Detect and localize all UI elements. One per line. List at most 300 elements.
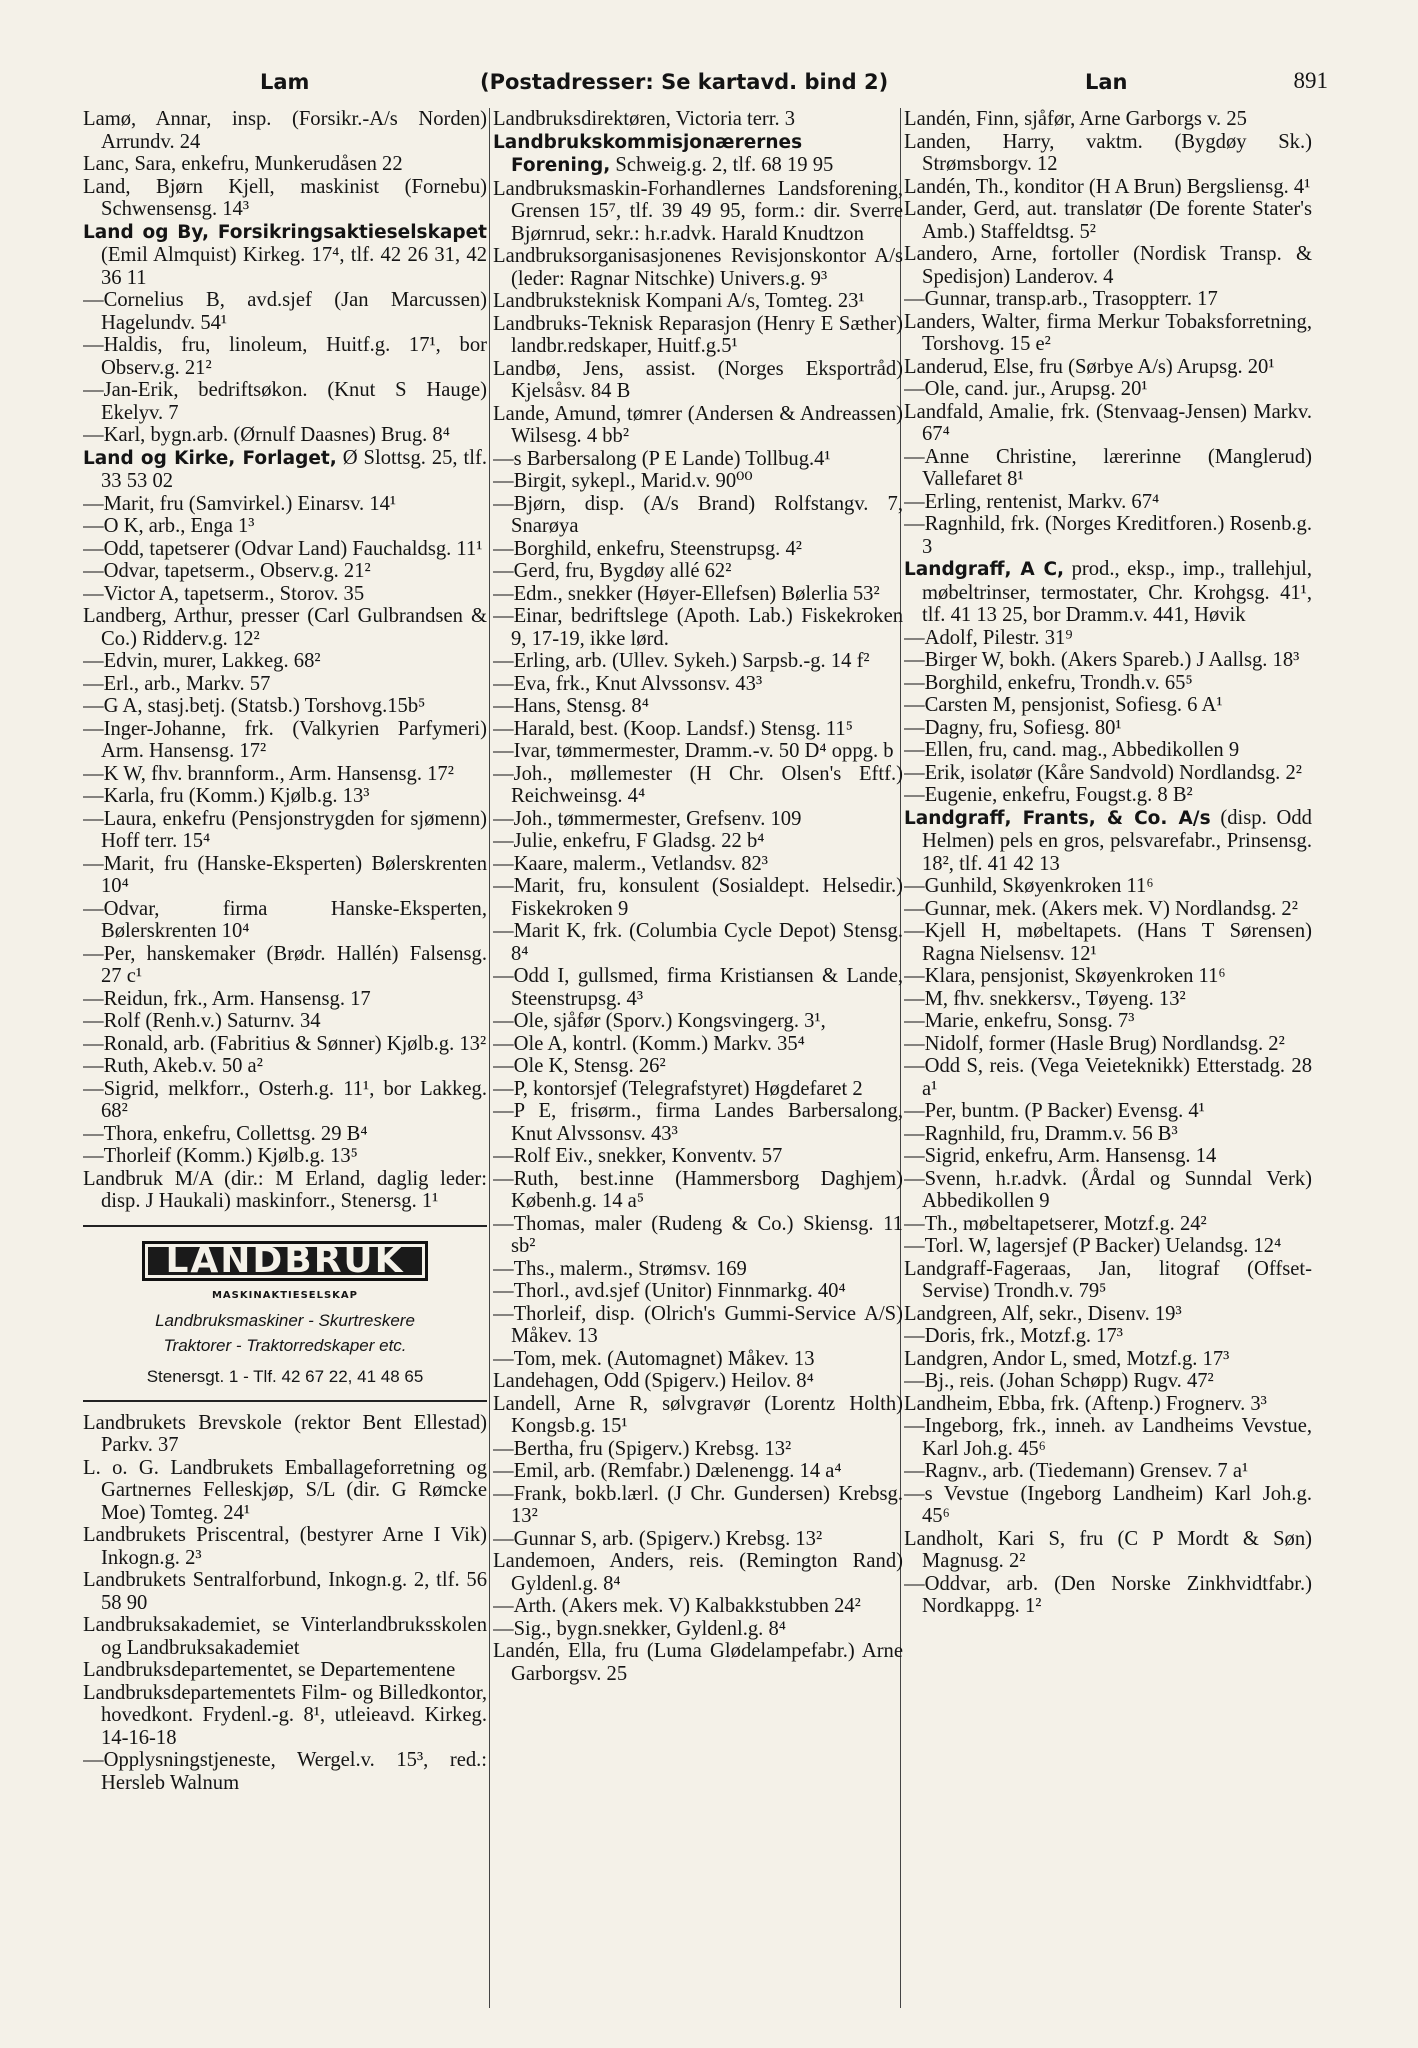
entry-text: —s Vevstue (Ingeborg Landheim) Karl Joh.g. 45⁶: [904, 1482, 1312, 1527]
entry-bold-name: Land og Kirke, Forlaget,: [83, 447, 337, 469]
directory-entry: [83, 605, 487, 650]
entry-text: —Arth. (Akers mek. V) Kalbakkstubben 24²: [493, 1595, 861, 1617]
directory-entry: [904, 920, 1312, 965]
entry-text: —Thomas, maler (Rudeng & Co.) Skiensg. 11 sb²: [493, 1212, 903, 1257]
directory-entry: [904, 243, 1312, 288]
entry-text: —Marit K, frk. (Columbia Cycle Depot) Stensg. 8⁴: [493, 920, 903, 965]
directory-entry: [904, 1415, 1312, 1460]
directory-entry: [493, 1078, 903, 1101]
entry-text: —Tom, mek. (Automagnet) Måkev. 13: [493, 1347, 815, 1370]
entry-text: Landbrukets Sentralforbund, Inkogn.g. 2, tlf. 56 58 90: [83, 1569, 487, 1614]
directory-entry: [83, 1055, 487, 1078]
directory-entry: [493, 1100, 903, 1145]
directory-entry: [83, 1123, 487, 1146]
directory-entry: [83, 1168, 487, 1213]
entry-text: —Eva, frk., Knut Alvssonsv. 43³: [493, 672, 763, 695]
entry-text: —Erling, arb. (Ullev. Sykeh.) Sarpsb.-g. 14 f²: [493, 650, 870, 672]
directory-entry: [83, 1010, 487, 1033]
entry-text: —Odvar, firma Hanske-Eksperten, Bølerskrenten 10⁴: [83, 897, 487, 942]
entry-text: —Anne Christine, lærerinne (Manglerud) Vallefaret 8¹: [904, 445, 1312, 490]
directory-entry: [904, 1348, 1312, 1371]
directory-entry: [83, 1659, 487, 1682]
page-header: [80, 66, 1328, 100]
entry-text: —M, fhv. snekkersv., Tøyeng. 13²: [904, 987, 1186, 1010]
entry-text: Landfald, Amalie, frk. (Stenvaag-Jensen) Markv. 67⁴: [904, 400, 1312, 445]
entry-text: —Gunnar, mek. (Akers mek. V) Nordlandsg. 2²: [904, 897, 1298, 920]
directory-entry: [83, 493, 487, 516]
directory-entry: [904, 491, 1312, 514]
directory-entry: [904, 1528, 1312, 1573]
entry-text: Landbruksdirektøren, Victoria terr. 3: [493, 108, 796, 130]
entry-text: —Kjell H, møbeltapets. (Hans T Sørensen) Ragna Nielsensv. 12¹: [904, 920, 1312, 965]
directory-entry: [493, 1595, 903, 1618]
directory-entry: [83, 1569, 487, 1614]
directory-entry: [83, 1682, 487, 1750]
entry-text: —Harald, best. (Koop. Landsf.) Stensg. 11⁵: [493, 717, 853, 740]
directory-entry: [83, 334, 487, 379]
entry-text: —Karla, fru (Komm.) Kjølb.g. 13³: [83, 785, 370, 807]
entry-text: prod., eksp., imp., trallehjul, møbeltrinser, termostater, Chr. Krohgsg. 41¹, tlf. 41 13 25, bor Dramm.v. 441, Høvik: [922, 558, 1312, 626]
directory-entry: [83, 153, 487, 176]
directory-entry: [493, 808, 903, 831]
entry-text: —Reidun, frk., Arm. Hansensg. 17: [83, 987, 371, 1010]
directory-entry: [83, 853, 487, 898]
entry-text: Landen, Harry, vaktm. (Bygdøy Sk.) Strømsborgv. 12: [904, 130, 1312, 175]
directory-entry: [493, 1303, 903, 1348]
directory-entry: [493, 718, 903, 741]
entry-text: Landbruk M/A (dir.: M Erland, daglig leder: disp. J Haukali) maskinforr., Stenersg. 1¹: [83, 1167, 487, 1212]
entry-text: L. o. G. Landbrukets Emballageforretning og Gartnernes Felleskjøp, S/L (dir. G Rømcke Moe) Tomteg. 24¹: [83, 1456, 487, 1524]
directory-entry: [904, 131, 1312, 176]
entry-text: Landers, Walter, firma Merkur Tobaksforretning, Torshovg. 15 e²: [904, 310, 1312, 355]
directory-entry: [493, 1550, 903, 1595]
entry-text: —Edm., snekker (Høyer-Ellefsen) Bølerlia 53²: [493, 582, 880, 605]
directory-entry: [83, 1033, 487, 1056]
entry-text: —Odd I, gullsmed, firma Kristiansen & Lande, Steenstrupsg. 4³: [493, 965, 903, 1010]
directory-entry: [83, 447, 487, 493]
entry-text: —Ingeborg, frk., inneh. av Landheims Vevstue, Karl Joh.g. 45⁶: [904, 1415, 1312, 1460]
entry-text: —Carsten M, pensjonist, Sofiesg. 6 A¹: [904, 694, 1223, 716]
entry-text: —Laura, enkefru (Pensjonstrygden for sjømenn) Hoff terr. 15⁴: [83, 807, 487, 852]
directory-entry: [493, 875, 903, 920]
directory-entry: [83, 1524, 487, 1569]
entry-text: —Rolf Eiv., snekker, Konventv. 57: [493, 1145, 783, 1167]
directory-entry: [904, 627, 1312, 650]
directory-entry: [493, 358, 903, 403]
directory-entry: [904, 1235, 1312, 1258]
entry-text: —Torl. W, lagersjef (P Backer) Uelandsg. 12⁴: [904, 1235, 1282, 1257]
entry-text: —Victor A, tapetserm., Storov. 35: [83, 582, 365, 605]
entry-text: —Marit, fru (Samvirkel.) Einarsv. 14¹: [83, 492, 397, 515]
directory-entry: [493, 1168, 903, 1213]
directory-entry: [493, 178, 903, 246]
entry-text: —Edvin, murer, Lakkeg. 68²: [83, 650, 321, 672]
entry-bold-name: Landgraff, A C,: [904, 559, 1065, 580]
entry-text: —Ragnv., arb. (Tiedemann) Grensev. 7 a¹: [904, 1460, 1249, 1482]
directory-entry: [904, 288, 1312, 311]
entry-text: (Emil Almquist) Kirkeg. 17⁴, tlf. 42 26 31, 42 36 11: [101, 244, 487, 289]
directory-entry: [904, 1010, 1312, 1033]
directory-entry: [83, 1457, 487, 1525]
entry-text: —Haldis, fru, linoleum, Huitf.g. 17¹, bor Observ.g. 21²: [83, 334, 487, 379]
directory-entry: [83, 695, 487, 718]
entry-text: Landbruksakademiet, se Vinterlandbruksskolen og Landbruksakademiet: [83, 1614, 487, 1659]
entry-text: —Opplysningstjeneste, Wergel.v. 15³, red.: Hersleb Walnum: [83, 1749, 487, 1794]
entry-text: Landholt, Kari S, fru (C P Mordt & Søn) Magnusg. 2²: [904, 1527, 1312, 1572]
header-left-keyword: Lam: [260, 70, 310, 94]
entry-text: —Inger-Johanne, frk. (Valkyrien Parfymeri) Arm. Hansensg. 17²: [83, 717, 487, 762]
directory-entry: [904, 1460, 1312, 1483]
directory-entry: [904, 1393, 1312, 1416]
directory-entry: [904, 1370, 1312, 1393]
directory-entry: [493, 1370, 903, 1393]
entry-text: —Ths., malerm., Strømsv. 169: [493, 1257, 747, 1280]
directory-entry: [904, 446, 1312, 491]
entry-text: Landbrukets Brevskole (rektor Bent Ellestad) Parkv. 37: [83, 1411, 487, 1456]
directory-entry: [904, 739, 1312, 762]
landbruk-advertisement: [83, 1225, 487, 1402]
column-3-entries: [904, 108, 1312, 1618]
directory-entry: [904, 784, 1312, 807]
directory-entry: [904, 1168, 1312, 1213]
directory-entry: [904, 898, 1312, 921]
entry-text: —Einar, bedriftslege (Apoth. Lab.) Fiskekroken 9, 17-19, ikke lørd.: [493, 605, 903, 650]
directory-entry: [493, 583, 903, 606]
ad-line-2: Traktorer - Traktorredskaper etc.: [163, 1335, 407, 1355]
entry-text: —Marie, enkefru, Sonsg. 7³: [904, 1010, 1135, 1032]
entry-text: Landgraff-Fageraas, Jan, litograf (Offset-Servise) Trondh.v. 79⁵: [904, 1257, 1312, 1302]
entry-text: —Gunnar S, arb. (Spigerv.) Krebsg. 13²: [493, 1527, 823, 1550]
ad-contact: Stenersgt. 1 - Tlf. 42 67 22, 41 48 65: [146, 1366, 424, 1386]
entry-text: Landbruks-Teknisk Reparasjon (Henry E Sæther) landbr.redskaper, Huitf.g.5¹: [493, 312, 903, 357]
directory-entry: [493, 313, 903, 358]
entry-text: Lanc, Sara, enkefru, Munkerudåsen 22: [83, 153, 403, 175]
ad-bottom-rule: [83, 1400, 487, 1402]
directory-entry: [904, 875, 1312, 898]
entry-text: —Th., møbeltapetserer, Motzf.g. 24²: [904, 1212, 1207, 1235]
directory-entry: [904, 988, 1312, 1011]
directory-entry: [904, 1325, 1312, 1348]
entry-text: Landberg, Arthur, presser (Carl Gulbrandsen & Co.) Ridderv.g. 12²: [83, 605, 487, 650]
entry-text: Landerud, Else, fru (Sørbye A/s) Arupsg. 20¹: [904, 355, 1275, 378]
entry-text: —Erik, isolatør (Kåre Sandvold) Nordlandsg. 2²: [904, 761, 1302, 784]
directory-entry: [904, 672, 1312, 695]
entry-text: Landgreen, Alf, sekr., Disenv. 19³: [904, 1302, 1182, 1325]
entry-text: —Sig., bygn.snekker, Gyldenl.g. 8⁴: [493, 1617, 786, 1640]
entry-text: Landheim, Ebba, frk. (Aftenp.) Frognerv. 3³: [904, 1392, 1267, 1415]
directory-entry: [493, 538, 903, 561]
entry-text: Landbruksorganisasjonenes Revisjonskontor A/s (leder: Ragnar Nitschke) Univers.g. 9³: [493, 245, 903, 290]
directory-entry: [493, 131, 903, 178]
directory-entry: [493, 1145, 903, 1168]
directory-entry: [83, 718, 487, 763]
directory-entry: [493, 1483, 903, 1528]
entry-text: Landén, Th., konditor (H A Brun) Bergsliensg. 4¹: [904, 175, 1311, 198]
entry-text: Landbø, Jens, assist. (Norges Eksportråd) Kjelsåsv. 84 B: [493, 357, 903, 402]
entry-text: —Dagny, fru, Sofiesg. 80¹: [904, 716, 1122, 739]
entry-text: —G A, stasj.betj. (Statsb.) Torshovg.15b⁵: [83, 695, 426, 717]
directory-entry: [493, 1393, 903, 1438]
directory-entry: [904, 378, 1312, 401]
directory-entry: [83, 289, 487, 334]
landbruk-logo: LANDBRUK: [142, 1241, 427, 1282]
entry-text: —Odvar, tapetserm., Observ.g. 21²: [83, 560, 371, 582]
directory-entry: [83, 650, 487, 673]
directory-entry: [83, 673, 487, 696]
directory-entry: [493, 493, 903, 538]
entry-text: —Jan-Erik, bedriftsøkon. (Knut S Hauge) Ekelyv. 7: [83, 379, 487, 424]
header-right-keyword: Lan: [1085, 70, 1128, 94]
directory-entry: [904, 694, 1312, 717]
entry-text: —Borghild, enkefru, Trondh.v. 65⁵: [904, 671, 1193, 694]
directory-entry: [904, 1123, 1312, 1146]
directory-entry: [493, 1528, 903, 1551]
directory-entry: [904, 1483, 1312, 1528]
directory-entry: [83, 108, 487, 153]
directory-entry: [493, 1438, 903, 1461]
directory-entry: [904, 1100, 1312, 1123]
entry-text: Land, Bjørn Kjell, maskinist (Fornebu) Schwensensg. 14³: [83, 175, 487, 220]
entry-text: (disp. Odd Helmen) pels en gros, pelsvarefabr., Prinsensg. 18², tlf. 41 42 13: [922, 806, 1312, 875]
directory-entry: [904, 1573, 1312, 1618]
page-number: 891: [1293, 68, 1328, 93]
directory-entry: [904, 807, 1312, 876]
entry-text: —Ragnhild, frk. (Norges Kreditforen.) Rosenb.g. 3: [904, 513, 1312, 558]
directory-entry: [83, 1412, 487, 1457]
directory-entry: [904, 762, 1312, 785]
entry-text: Landén, Finn, sjåfør, Arne Garborgs v. 25: [904, 108, 1247, 130]
entry-text: —Hans, Stensg. 8⁴: [493, 695, 649, 717]
directory-entry: [83, 583, 487, 606]
directory-entry: [904, 1258, 1312, 1303]
entry-text: —Bj., reis. (Johan Schøpp) Rugv. 47²: [904, 1370, 1214, 1392]
entry-text: —Nidolf, former (Hasle Brug) Nordlandsg. 2²: [904, 1032, 1285, 1055]
entry-text: —Thora, enkefru, Collettsg. 29 B⁴: [83, 1122, 368, 1145]
directory-entry: [83, 1749, 487, 1794]
entry-bold-name: Landgraff, Frants, & Co. A/s: [904, 807, 1211, 829]
entry-text: —Julie, enkefru, F Gladsg. 22 b⁴: [493, 830, 765, 852]
directory-entry: [83, 763, 487, 786]
entry-text: Lande, Amund, tømrer (Andersen & Andreassen) Wilsesg. 4 bb²: [493, 402, 903, 447]
directory-entry: [493, 673, 903, 696]
directory-entry: [904, 1055, 1312, 1100]
directory-entry: [904, 558, 1312, 627]
directory-entry: [493, 245, 903, 290]
directory-entry: [493, 965, 903, 1010]
directory-entry: [493, 108, 903, 131]
directory-entry: [83, 808, 487, 853]
entry-text: Landero, Arne, fortoller (Nordisk Transp. & Spedisjon) Landerov. 4: [904, 243, 1312, 288]
entry-text: —Ragnhild, fru, Dramm.v. 56 B³: [904, 1122, 1178, 1145]
entry-text: —Joh., møllemester (H Chr. Olsen's Eftf.) Reichweinsg. 4⁴: [493, 762, 903, 807]
entry-text: Landbruksdepartementet, se Departementene: [83, 1659, 456, 1681]
entry-bold-name: Landbrukskommisjonærernes Forening,: [493, 131, 803, 176]
directory-entry: [493, 763, 903, 808]
directory-entry: [493, 1258, 903, 1281]
directory-entry: [83, 898, 487, 943]
entry-text: —Odd S, reis. (Vega Veieteknikk) Etterstadg. 28 a¹: [904, 1055, 1312, 1100]
entry-text: —Rolf (Renh.v.) Saturnv. 34: [83, 1010, 321, 1032]
entry-text: Landgren, Andor L, smed, Motzf.g. 17³: [904, 1347, 1230, 1370]
directory-entry: [493, 853, 903, 876]
entry-text: —Ronald, arb. (Fabritius & Sønner) Kjølb.g. 13²: [83, 1032, 487, 1055]
directory-entry: [493, 1618, 903, 1641]
entry-text: Landbruksdepartementets Film- og Billedkontor, hovedkont. Frydenl.-g. 8¹, utleieavd. Kirkeg. 14-16-18: [83, 1681, 487, 1749]
entry-text: —Ruth, best.inne (Hammersborg Daghjem) Københ.g. 14 a⁵: [493, 1167, 903, 1212]
entry-text: Lamø, Annar, insp. (Forsikr.-A/s Norden) Arrundv. 24: [83, 108, 487, 153]
entry-text: —Doris, frk., Motzf.g. 17³: [904, 1325, 1123, 1347]
directory-entry: [904, 1033, 1312, 1056]
directory-entry: [493, 1033, 903, 1056]
entry-text: —Ellen, fru, cand. mag., Abbedikollen 9: [904, 739, 1240, 761]
entry-text: —Odd, tapetserer (Odvar Land) Fauchaldsg. 11¹: [83, 537, 483, 560]
directory-entry: [83, 943, 487, 988]
column-2: [493, 108, 903, 2026]
directory-entry: [904, 513, 1312, 558]
entry-text: —Kaare, malerm., Vetlandsv. 82³: [493, 852, 768, 875]
directory-entry: [83, 560, 487, 583]
entry-text: Landemoen, Anders, reis. (Remington Rand) Gyldenl.g. 8⁴: [493, 1550, 903, 1595]
directory-entry: [83, 424, 487, 447]
ad-subtitle: MASKINAKTIESELSKAP: [211, 1290, 359, 1301]
entry-text: —Marit, fru (Hanske-Eksperten) Bølerskrenten 10⁴: [83, 852, 487, 897]
entry-text: —Birger W, bokh. (Akers Spareb.) J Aallsg. 18³: [904, 649, 1300, 671]
entry-text: —P E, frisørm., firma Landes Barbersalong, Knut Alvssonsv. 43³: [493, 1100, 903, 1145]
entry-text: Landbruksteknisk Kompani A/s, Tomteg. 23¹: [493, 290, 865, 312]
entry-text: —Thorl., avd.sjef (Unitor) Finnmarkg. 40⁴: [493, 1280, 846, 1302]
entry-text: —Adolf, Pilestr. 31⁹: [904, 626, 1073, 649]
directory-entry: [904, 198, 1312, 243]
directory-entry: [493, 1460, 903, 1483]
directory-entry: [493, 920, 903, 965]
directory-entry: [904, 108, 1312, 131]
entry-text: Ø Slottsg. 25, tlf. 33 53 02: [101, 446, 487, 492]
directory-entry: [904, 965, 1312, 988]
directory-entry: [83, 988, 487, 1011]
entry-text: —Frank, bokb.lærl. (J Chr. Gundersen) Krebsg. 13²: [493, 1482, 903, 1527]
directory-entry: [493, 1348, 903, 1371]
directory-entry: [493, 1213, 903, 1258]
entry-text: —Erl., arb., Markv. 57: [83, 672, 271, 695]
directory-entry: [83, 785, 487, 808]
ad-line-1: Landbruksmaskiner - Skurtreskere: [155, 1310, 415, 1330]
directory-entry: [493, 605, 903, 650]
directory-entry: [904, 1145, 1312, 1168]
directory-entry: [493, 1010, 903, 1033]
entry-text: —Ole, sjåfør (Sporv.) Kongsvingerg. 3¹,: [493, 1010, 826, 1032]
directory-entry: [83, 538, 487, 561]
entry-text: —Eugenie, enkefru, Fougst.g. 8 B²: [904, 784, 1193, 806]
directory-entry: [904, 356, 1312, 379]
column-1-entries-continued: [83, 1412, 487, 1795]
directory-entry: [83, 1145, 487, 1168]
entry-text: Landbrukets Priscentral, (bestyrer Arne I Vik) Inkogn.g. 2³: [83, 1524, 487, 1569]
entry-text: —Svenn, h.r.advk. (Årdal og Sunndal Verk) Abbedikollen 9: [904, 1167, 1312, 1212]
entry-text: —Sigrid, melkforr., Osterh.g. 11¹, bor Lakkeg. 68²: [83, 1077, 487, 1122]
directory-entry: [904, 1213, 1312, 1236]
directory-entry: [493, 1280, 903, 1303]
directory-entry: [904, 1303, 1312, 1326]
entry-text: —Ole, cand. jur., Arupsg. 20¹: [904, 378, 1148, 400]
directory-entry: [904, 401, 1312, 446]
directory-entry: [493, 470, 903, 493]
entry-text: —Ivar, tømmermester, Dramm.-v. 50 D⁴ oppg. b: [493, 740, 894, 762]
entry-text: —Gunnar, transp.arb., Trasoppterr. 17: [904, 288, 1218, 310]
entry-text: Landehagen, Odd (Spigerv.) Heilov. 8⁴: [493, 1370, 814, 1392]
directory-entry: [493, 290, 903, 313]
entry-text: —Thorleif, disp. (Olrich's Gummi-Service A/S) Måkev. 13: [493, 1302, 903, 1347]
column-divider: [489, 108, 490, 2008]
directory-entry: [493, 1055, 903, 1078]
entry-text: —Bertha, fru (Spigerv.) Krebsg. 13²: [493, 1437, 792, 1460]
directory-entry: [83, 176, 487, 221]
entry-text: —Emil, arb. (Remfabr.) Dælenengg. 14 a⁴: [493, 1460, 842, 1482]
entry-text: —Joh., tømmermester, Grefsenv. 109: [493, 807, 802, 830]
directory-entry: [83, 221, 487, 290]
entry-text: —Gerd, fru, Bygdøy allé 62²: [493, 560, 732, 582]
column-2-entries: [493, 108, 903, 1685]
entry-text: —Per, hanskemaker (Brødr. Hallén) Falsensg. 27 c¹: [83, 942, 487, 987]
directory-entry: [83, 1078, 487, 1123]
header-postal-note: (Postadresser: Se kartavd. bind 2): [480, 70, 889, 94]
directory-entry: [493, 560, 903, 583]
directory-entry: [493, 403, 903, 448]
column-1-entries: [83, 108, 487, 1213]
entry-text: Lander, Gerd, aut. translatør (De forente Stater's Amb.) Staffeldtsg. 5²: [904, 198, 1312, 243]
directory-entry: [904, 176, 1312, 199]
entry-text: Landbruksmaskin-Forhandlernes Landsforening, Grensen 15⁷, tlf. 39 49 95, form.: dir. Sverre Bjørnrud, sekr.: h.r.advk. Harald Knudtzon: [493, 177, 903, 245]
directory-entry: [493, 695, 903, 718]
directory-entry: [493, 740, 903, 763]
entry-text: —Gunhild, Skøyenkroken 11⁶: [904, 875, 1154, 897]
entry-text: —Bjørn, disp. (A/s Brand) Rolfstangv. 7, Snarøya: [493, 492, 903, 537]
entry-text: Schweig.g. 2, tlf. 68 19 95: [610, 154, 834, 176]
column-1: [83, 108, 487, 2026]
column-3: [904, 108, 1312, 2026]
entry-text: —Klara, pensjonist, Skøyenkroken 11⁶: [904, 965, 1226, 987]
entry-text: —Borghild, enkefru, Steenstrupsg. 4²: [493, 537, 802, 560]
directory-entry: [493, 830, 903, 853]
entry-text: —Ole A, kontrl. (Komm.) Markv. 35⁴: [493, 1032, 805, 1055]
entry-text: —Cornelius B, avd.sjef (Jan Marcussen) Hagelundv. 54¹: [83, 289, 487, 334]
directory-entry: [83, 515, 487, 538]
directory-entry: [904, 311, 1312, 356]
entry-text: —Erling, rentenist, Markv. 67⁴: [904, 490, 1160, 513]
entry-text: —Sigrid, enkefru, Arm. Hansensg. 14: [904, 1145, 1217, 1167]
directory-entry: [493, 448, 903, 471]
entry-text: —O K, arb., Enga 1³: [83, 515, 255, 537]
entry-bold-name: Land og By, Forsikringsaktieselskapet: [83, 221, 487, 243]
directory-entry: [904, 649, 1312, 672]
directory-entry: [493, 650, 903, 673]
entry-text: —Birgit, sykepl., Marid.v. 90⁰⁰: [493, 470, 753, 492]
entry-text: —Ole K, Stensg. 26²: [493, 1055, 666, 1077]
directory-entry: [83, 379, 487, 424]
entry-text: Landén, Ella, fru (Luma Glødelampefabr.) Arne Garborgsv. 25: [493, 1640, 903, 1685]
entry-text: —Per, buntm. (P Backer) Evensg. 4¹: [904, 1100, 1205, 1122]
entry-text: —Karl, bygn.arb. (Ørnulf Daasnes) Brug. 8⁴: [83, 424, 450, 446]
entry-text: —K W, fhv. brannform., Arm. Hansensg. 17²: [83, 762, 454, 785]
directory-entry: [904, 717, 1312, 740]
directory-entry: [493, 1640, 903, 1685]
directory-entry: [83, 1614, 487, 1659]
entry-text: —Ruth, Akeb.v. 50 a²: [83, 1055, 263, 1077]
entry-text: Landell, Arne R, sølvgravør (Lorentz Holth) Kongsb.g. 15¹: [493, 1392, 903, 1437]
entry-text: —P, kontorsjef (Telegrafstyret) Høgdefaret 2: [493, 1077, 863, 1100]
entry-text: —s Barbersalong (P E Lande) Tollbug.4¹: [493, 447, 831, 470]
entry-text: —Oddvar, arb. (Den Norske Zinkhvidtfabr.) Nordkappg. 1²: [904, 1572, 1312, 1617]
entry-text: —Marit, fru, konsulent (Sosialdept. Helsedir.) Fiskekroken 9: [493, 875, 903, 920]
